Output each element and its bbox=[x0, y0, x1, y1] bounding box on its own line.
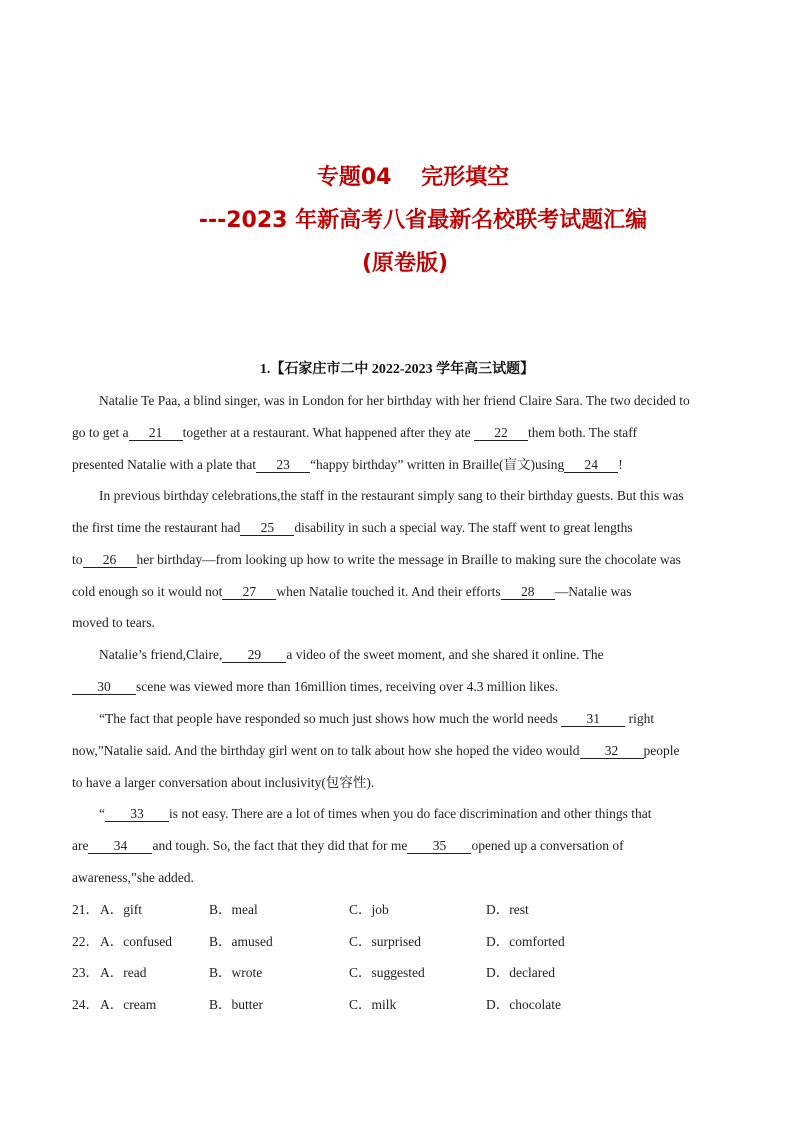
title-line-2: ---2023 年新高考八省最新名校联考试题汇编 bbox=[198, 208, 648, 233]
question-number: 23． bbox=[72, 965, 99, 980]
passage-line: moved to tears. bbox=[72, 615, 155, 630]
option-d: D．comforted bbox=[486, 934, 565, 949]
passage-line: are 34 and tough. So, the fact that they did that for me 35 opened up a conversation of bbox=[72, 838, 624, 853]
passage-line: Natalie’s friend,Claire, 29 a video of the sweet moment, and she shared it online. The bbox=[99, 647, 604, 662]
option-c: C．job bbox=[349, 902, 389, 917]
title-line-3: (原卷版) bbox=[361, 251, 449, 276]
blank-22: 22 bbox=[474, 425, 528, 441]
option-c: C．surprised bbox=[349, 934, 421, 949]
passage-line: cold enough so it would not 27 when Natalie touched it. And their efforts 28 —Natalie was bbox=[72, 584, 632, 599]
blank-30: 30 bbox=[72, 679, 136, 695]
option-b: B．meal bbox=[209, 902, 258, 917]
passage-line: the first time the restaurant had 25 disability in such a special way. The staff went to great lengths bbox=[72, 520, 633, 535]
title-line-1: 专题04 完形填空 bbox=[316, 165, 510, 190]
question-number: 21． bbox=[72, 902, 99, 917]
blank-24: 24 bbox=[564, 457, 618, 473]
blank-25: 25 bbox=[240, 520, 294, 536]
option-b: B．butter bbox=[209, 997, 263, 1012]
passage-line: “The fact that people have responded so much just shows how much the world needs 31 right bbox=[99, 711, 655, 726]
passage-line: now,”Natalie said. And the birthday girl went on to talk about how she hoped the video would 32 people bbox=[72, 743, 680, 758]
passage-line: In previous birthday celebrations,the staff in the restaurant simply sang to their birthday guests. But this was bbox=[99, 488, 684, 503]
blank-34: 34 bbox=[88, 838, 152, 854]
section-heading: 1.【石家庄市二中 2022-2023 学年高三试题】 bbox=[259, 362, 535, 377]
blank-26: 26 bbox=[83, 552, 137, 568]
blank-21: 21 bbox=[129, 425, 183, 441]
option-b: B．wrote bbox=[209, 965, 263, 980]
blank-27: 27 bbox=[222, 584, 276, 600]
option-a: A．read bbox=[100, 965, 147, 980]
blank-33: 33 bbox=[105, 806, 169, 822]
blank-31: 31 bbox=[561, 711, 625, 727]
question-number: 22． bbox=[72, 934, 99, 949]
blank-35: 35 bbox=[407, 838, 471, 854]
option-d: D．rest bbox=[486, 902, 529, 917]
option-a: A．cream bbox=[100, 997, 157, 1012]
passage-line: to 26 her birthday—from looking up how to write the message in Braille to making sure the chocolate was bbox=[72, 552, 681, 567]
passage-line: go to get a 21 together at a restaurant. What happened after they ate 22 them both. The staff bbox=[72, 425, 637, 440]
passage-line: Natalie Te Paa, a blind singer, was in London for her birthday with her friend Claire Sara. The two decided to bbox=[99, 393, 690, 408]
blank-32: 32 bbox=[580, 743, 644, 759]
option-d: D．declared bbox=[486, 965, 555, 980]
option-row-24 bbox=[72, 996, 732, 1014]
option-row-21 bbox=[72, 901, 732, 919]
option-a: A．gift bbox=[100, 902, 142, 917]
question-number: 24． bbox=[72, 997, 99, 1012]
passage-line: to have a larger conversation about inclusivity(包容性). bbox=[72, 775, 375, 790]
passage-line: 30 scene was viewed more than 16million times, receiving over 4.3 million likes. bbox=[72, 678, 722, 696]
passage-line: presented Natalie with a plate that 23 “happy birthday” written in Braille(盲文)using 24 ! bbox=[72, 457, 623, 472]
option-c: C．suggested bbox=[349, 965, 425, 980]
option-a: A．confused bbox=[100, 934, 172, 949]
blank-29: 29 bbox=[222, 647, 286, 663]
option-row-23 bbox=[72, 964, 732, 982]
blank-28: 28 bbox=[501, 584, 555, 600]
option-c: C．milk bbox=[349, 997, 397, 1012]
passage-line: awareness,”she added. bbox=[72, 870, 194, 885]
option-b: B．amused bbox=[209, 934, 273, 949]
passage-line: “ 33 is not easy. There are a lot of times when you do face discrimination and other things that bbox=[99, 806, 652, 821]
blank-23: 23 bbox=[256, 457, 310, 473]
option-d: D．chocolate bbox=[486, 997, 561, 1012]
option-row-22 bbox=[72, 933, 732, 951]
